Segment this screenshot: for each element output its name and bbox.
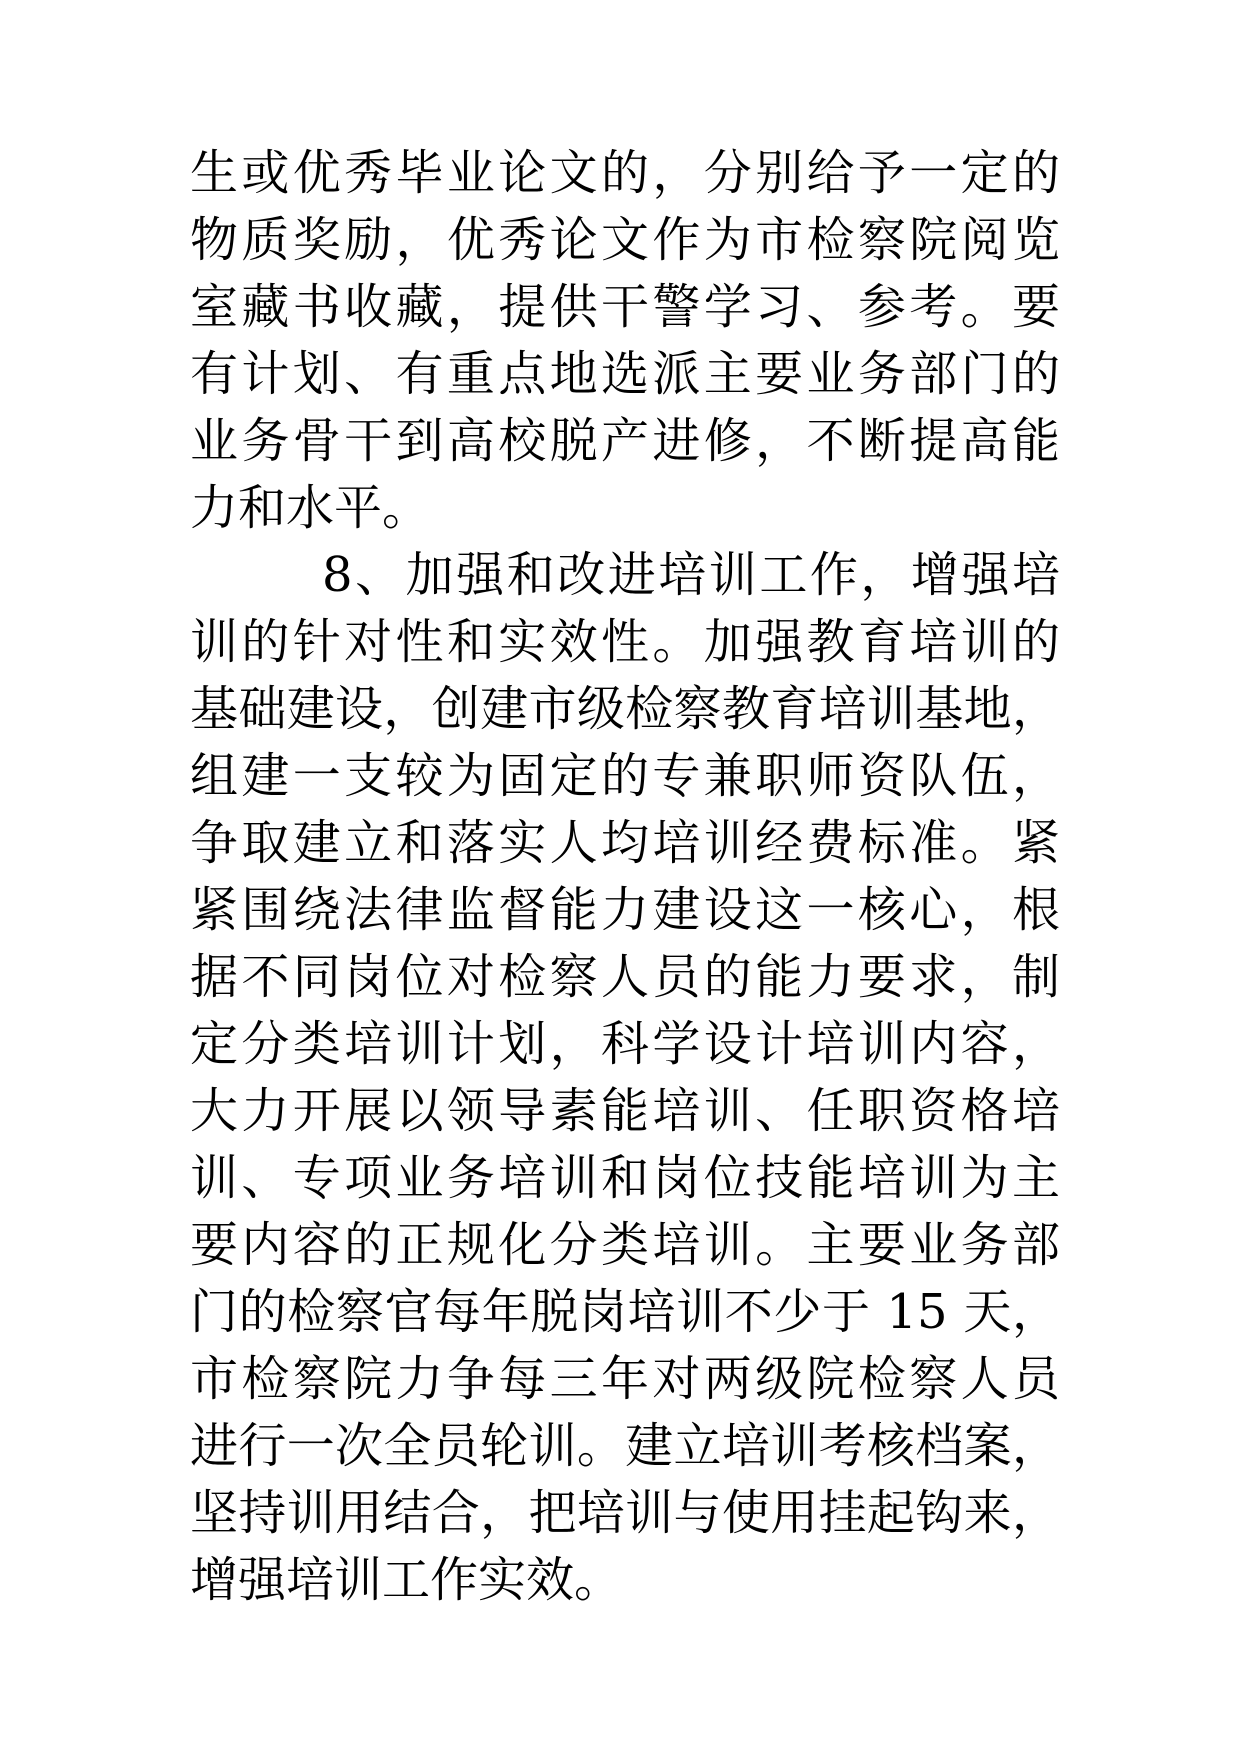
text-line: 生或优秀毕业论文的，分别给予一定的 [190,145,1060,201]
text-line: 物质奖励，优秀论文作为市检察院阅览 [190,212,1060,268]
text-line: 增强培训工作实效。 [190,1552,623,1608]
text-line: 训、专项业务培训和岗位技能培训为主 [190,1150,1060,1206]
text-line: 业务骨干到高校脱产进修，不断提高能 [190,413,1060,469]
paragraph-start-line: 8、加强和改进培训工作，增强培 [322,547,1060,603]
text-line: 定分类培训计划，科学设计培训内容， [190,1016,1060,1072]
text-line: 门的检察官每年脱岗培训不少于 15 天， [190,1284,1060,1340]
text-line: 进行一次全员轮训。建立培训考核档案， [190,1418,1060,1474]
text-line: 组建一支较为固定的专兼职师资队伍， [190,748,1060,804]
text-line: 紧围绕法律监督能力建设这一核心，根 [190,882,1060,938]
text-line: 室藏书收藏，提供干警学习、参考。要 [190,279,1060,335]
text-line: 力和水平。 [190,480,431,536]
text-line: 有计划、有重点地选派主要业务部门的 [190,346,1060,402]
document-page [190,140,1060,1608]
text-line: 训的针对性和实效性。加强教育培训的 [190,614,1060,670]
text-line: 市检察院力争每三年对两级院检察人员 [190,1351,1060,1407]
text-line: 争取建立和落实人均培训经费标准。紧 [190,815,1060,871]
text-line: 坚持训用结合，把培训与使用挂起钩来， [190,1485,1060,1541]
text-line: 据不同岗位对检察人员的能力要求，制 [190,949,1060,1005]
text-line: 基础建设，创建市级检察教育培训基地， [190,681,1060,737]
text-line: 要内容的正规化分类培训。主要业务部 [190,1217,1060,1273]
text-line: 大力开展以领导素能培训、任职资格培 [190,1083,1060,1139]
